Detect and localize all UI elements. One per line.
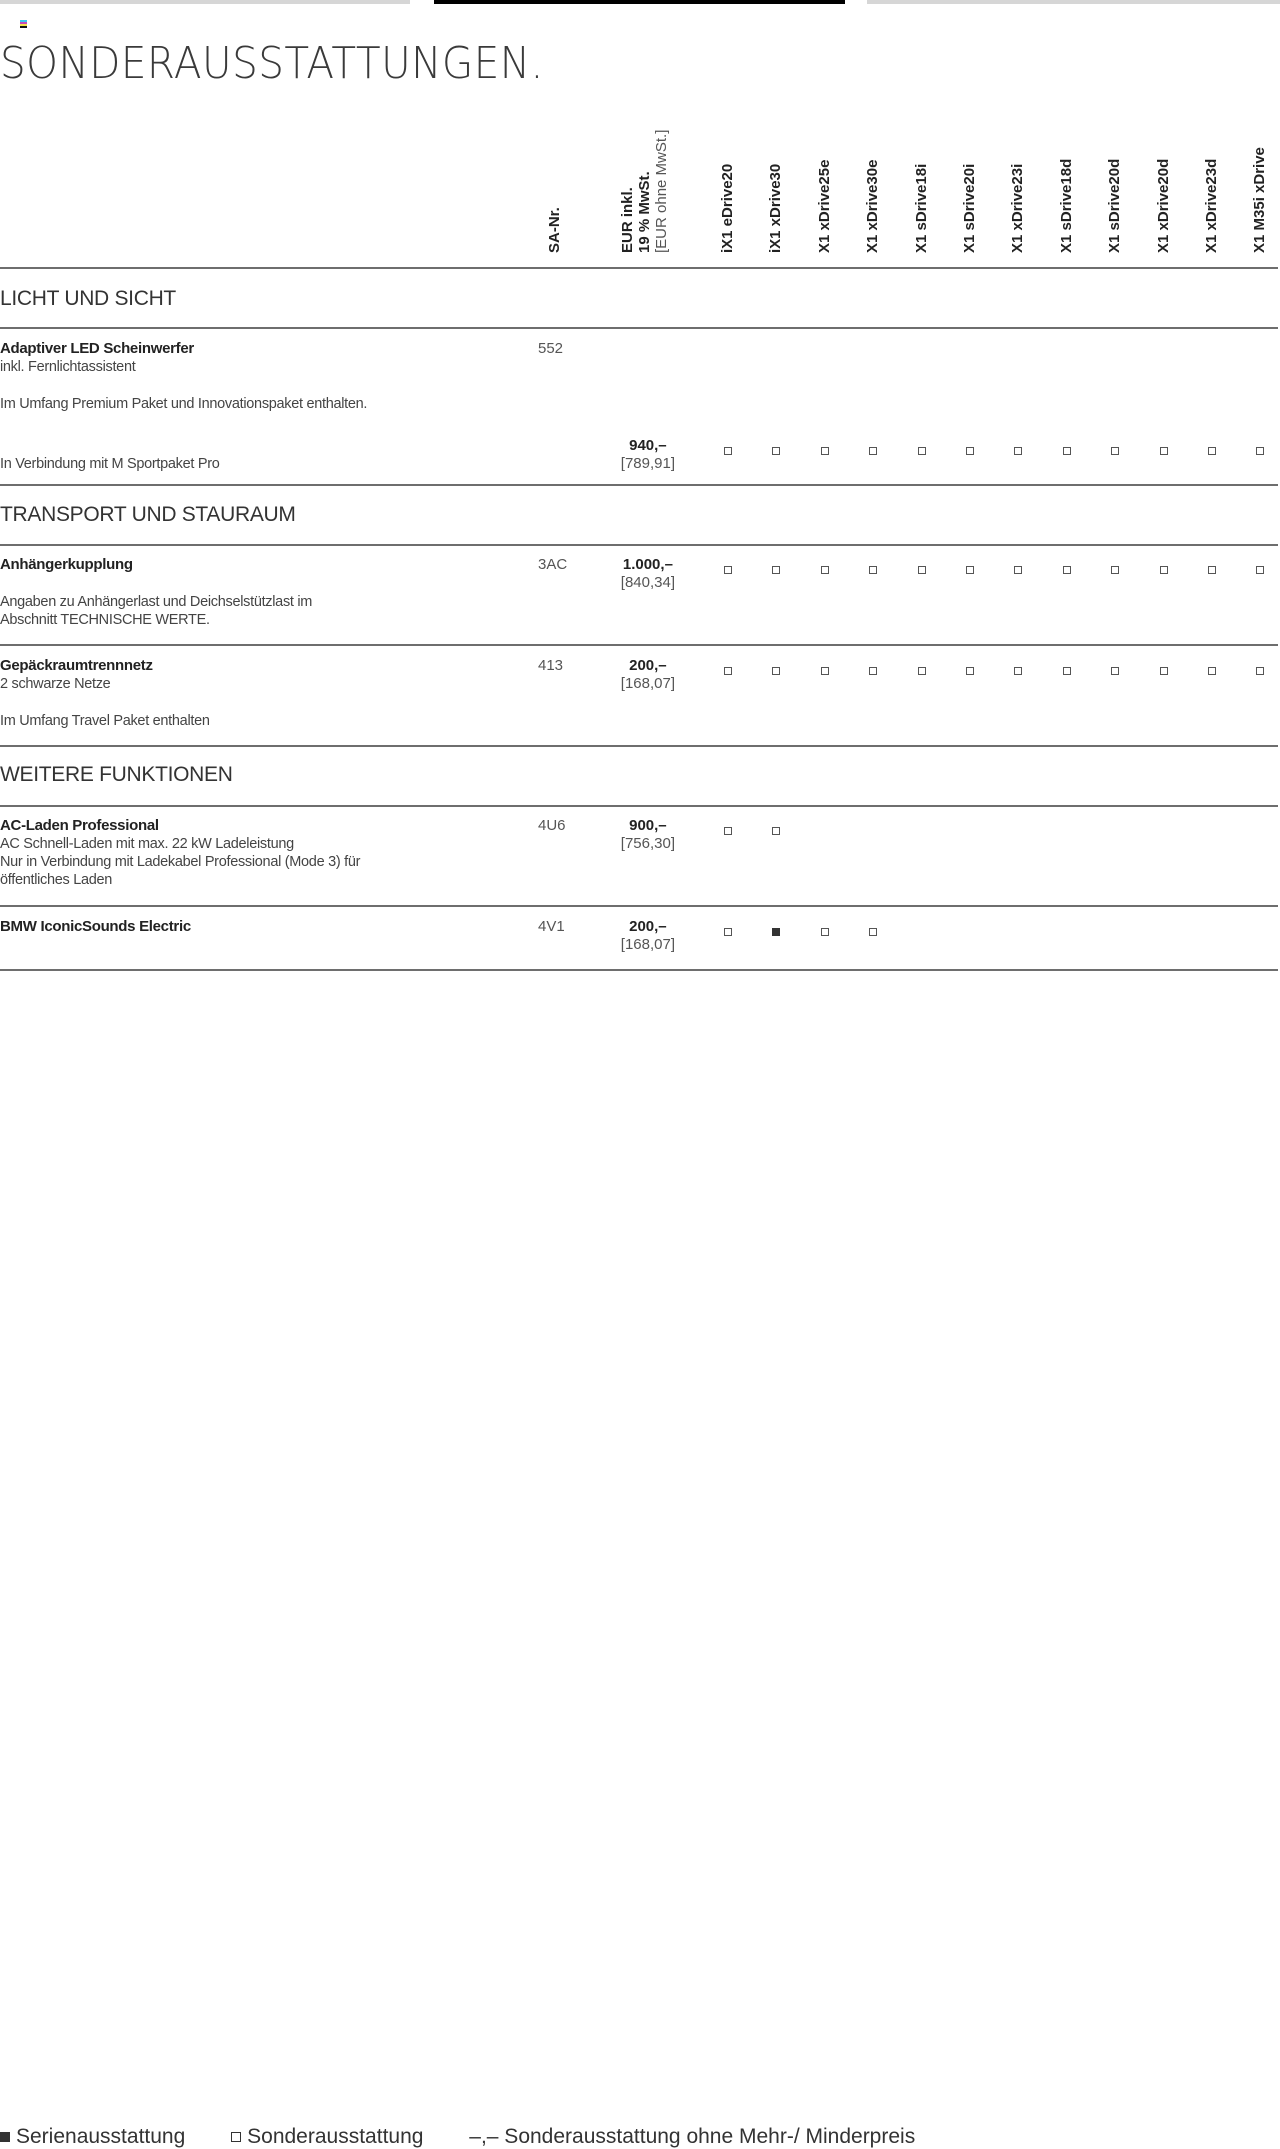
header-model-ix1-edrive20: iX1 eDrive20 <box>719 163 736 253</box>
page-tab-bar-1 <box>0 0 410 4</box>
optional-equipment-icon <box>918 667 926 675</box>
filled-square-icon <box>0 2132 10 2142</box>
price-gross: 200,– <box>629 918 667 935</box>
optional-equipment-icon <box>821 667 829 675</box>
item-note: Nur in Verbindung mit Ladekabel Professional (Mode 3) für <box>0 854 361 870</box>
optional-equipment-icon <box>1014 667 1022 675</box>
header-model-x1-sdrive20i: X1 sDrive20i <box>961 163 978 253</box>
optional-equipment-icon <box>869 566 877 574</box>
item-sub: 2 schwarze Netze <box>0 676 111 692</box>
divider <box>0 969 1278 971</box>
header-price <box>619 130 670 253</box>
optional-equipment-icon <box>1160 447 1168 455</box>
price-gross: 900,– <box>629 817 667 834</box>
optional-equipment-icon <box>1111 667 1119 675</box>
header-divider <box>0 267 1278 269</box>
item-name: AC-Laden Professional <box>0 817 159 834</box>
price-net: [168,07] <box>620 675 675 692</box>
optional-equipment-icon <box>1063 566 1071 574</box>
item-sub: AC Schnell-Laden mit max. 22 kW Ladeleistung <box>0 836 294 852</box>
optional-equipment-icon <box>724 447 732 455</box>
standard-equipment-icon <box>772 928 780 936</box>
price-net: [756,30] <box>620 835 675 852</box>
optional-equipment-icon <box>772 827 780 835</box>
price <box>621 437 675 473</box>
optional-equipment-icon <box>869 667 877 675</box>
header-price-line1: EUR inkl. <box>619 187 636 253</box>
header-model-x1-sdrive18i: X1 sDrive18i <box>912 163 930 253</box>
section-title-licht-und-sicht: LICHT UND SICHT <box>0 287 176 310</box>
header-model-x1-xdrive30e: X1 xDrive30e <box>864 159 882 253</box>
item-sub: inkl. Fernlichtassistent <box>0 359 136 375</box>
item-note: In Verbindung mit M Sportpaket Pro <box>0 456 220 472</box>
price <box>621 918 675 954</box>
header-model-x1-m35i-xdrive: X1 M35i xDrive <box>1251 147 1269 253</box>
item-name: BMW IconicSounds Electric <box>0 918 191 935</box>
optional-equipment-icon <box>821 928 829 936</box>
item-name: Anhängerkupplung <box>0 556 133 573</box>
header-price-line2: 19 % MwSt. <box>636 171 653 253</box>
legend-series: Serienausstattung <box>0 2125 185 2148</box>
optional-equipment-icon <box>1063 447 1071 455</box>
optional-equipment-icon <box>869 928 877 936</box>
optional-equipment-icon <box>966 667 974 675</box>
optional-equipment-icon <box>772 447 780 455</box>
optional-equipment-icon <box>1256 566 1264 574</box>
header-model-x1-xdrive20d: X1 xDrive20d <box>1154 158 1172 253</box>
optional-equipment-icon <box>1014 566 1022 574</box>
header-model-x1-xdrive23i: X1 xDrive23i <box>1009 163 1027 253</box>
item-note: öffentliches Laden <box>0 872 113 888</box>
sa-number: 4U6 <box>538 817 566 834</box>
optional-equipment-icon <box>918 566 926 574</box>
divider <box>0 905 1278 907</box>
divider <box>0 745 1278 747</box>
divider <box>0 544 1278 546</box>
divider <box>0 484 1278 486</box>
price <box>621 817 675 853</box>
header-sa-nr-label: SA-Nr. <box>546 207 563 253</box>
optional-equipment-icon <box>1208 566 1216 574</box>
page-title: SONDERAUSSTATTUNGEN. <box>0 38 544 89</box>
header-sa-nr <box>546 207 563 253</box>
header-model-ix1-xdrive30: iX1 xDrive30 <box>767 163 785 253</box>
optional-equipment-icon <box>966 447 974 455</box>
item-note: Im Umfang Premium Paket und Innovationspaket enthalten. <box>0 396 368 412</box>
price <box>621 556 675 592</box>
optional-equipment-icon <box>1160 566 1168 574</box>
item-name: Adaptiver LED Scheinwerfer <box>0 340 194 357</box>
sa-number: 413 <box>538 657 564 674</box>
sa-number: 552 <box>538 340 564 357</box>
optional-equipment-icon <box>1208 447 1216 455</box>
price-gross: 200,– <box>629 657 667 674</box>
price-net: [168,07] <box>620 936 675 953</box>
optional-equipment-icon <box>724 566 732 574</box>
divider <box>0 327 1278 329</box>
optional-equipment-icon <box>869 447 877 455</box>
legend-no-price: –,– Sonderausstattung ohne Mehr-/ Minderpreis <box>469 2125 916 2148</box>
legend-option: Sonderausstattung <box>231 2125 423 2148</box>
optional-equipment-icon <box>821 566 829 574</box>
price-net: [789,91] <box>620 455 675 472</box>
item-note: Abschnitt TECHNISCHE WERTE. <box>0 612 210 628</box>
optional-equipment-icon <box>1208 667 1216 675</box>
optional-equipment-icon <box>724 827 732 835</box>
legend <box>0 2125 955 2149</box>
optional-equipment-icon <box>724 667 732 675</box>
optional-equipment-icon <box>821 447 829 455</box>
item-note: Angaben zu Anhängerlast und Deichselstützlast im <box>0 594 313 610</box>
print-color-marker-icon <box>20 20 27 28</box>
header-model-x1-xdrive23d: X1 xDrive23d <box>1203 158 1220 253</box>
price-net: [840,34] <box>620 574 675 591</box>
optional-equipment-icon <box>1256 447 1264 455</box>
page-tab-bar-2-active <box>434 0 845 4</box>
optional-equipment-icon <box>1063 667 1071 675</box>
optional-equipment-icon <box>918 447 926 455</box>
item-note: Im Umfang Travel Paket enthalten <box>0 713 210 729</box>
optional-equipment-icon <box>1111 566 1119 574</box>
item-name: Gepäckraumtrennnetz <box>0 657 153 674</box>
section-title-weitere-funktionen: WEITERE FUNKTIONEN <box>0 763 233 786</box>
optional-equipment-icon <box>772 566 780 574</box>
optional-equipment-icon <box>724 928 732 936</box>
optional-equipment-icon <box>1256 667 1264 675</box>
header-price-line3: [EUR ohne MwSt.] <box>653 129 670 253</box>
header-model-x1-sdrive20d: X1 sDrive20d <box>1106 158 1124 253</box>
header-model-x1-sdrive18d: X1 sDrive18d <box>1057 158 1075 253</box>
price-gross: 1.000,– <box>622 556 673 573</box>
price-gross: 940,– <box>629 437 667 454</box>
divider <box>0 805 1278 807</box>
section-title-transport-und-stauraum: TRANSPORT UND STAURAUM <box>0 503 296 526</box>
page-tab-bar-3 <box>867 0 1280 4</box>
optional-equipment-icon <box>966 566 974 574</box>
optional-equipment-icon <box>1014 447 1022 455</box>
optional-equipment-icon <box>1111 447 1119 455</box>
sa-number: 3AC <box>538 556 568 573</box>
price <box>621 657 675 693</box>
header-model-x1-xdrive25e: X1 xDrive25e <box>815 159 833 253</box>
empty-square-icon <box>231 2132 241 2142</box>
optional-equipment-icon <box>772 667 780 675</box>
divider <box>0 644 1278 646</box>
optional-equipment-icon <box>1160 667 1168 675</box>
sa-number: 4V1 <box>538 918 565 935</box>
